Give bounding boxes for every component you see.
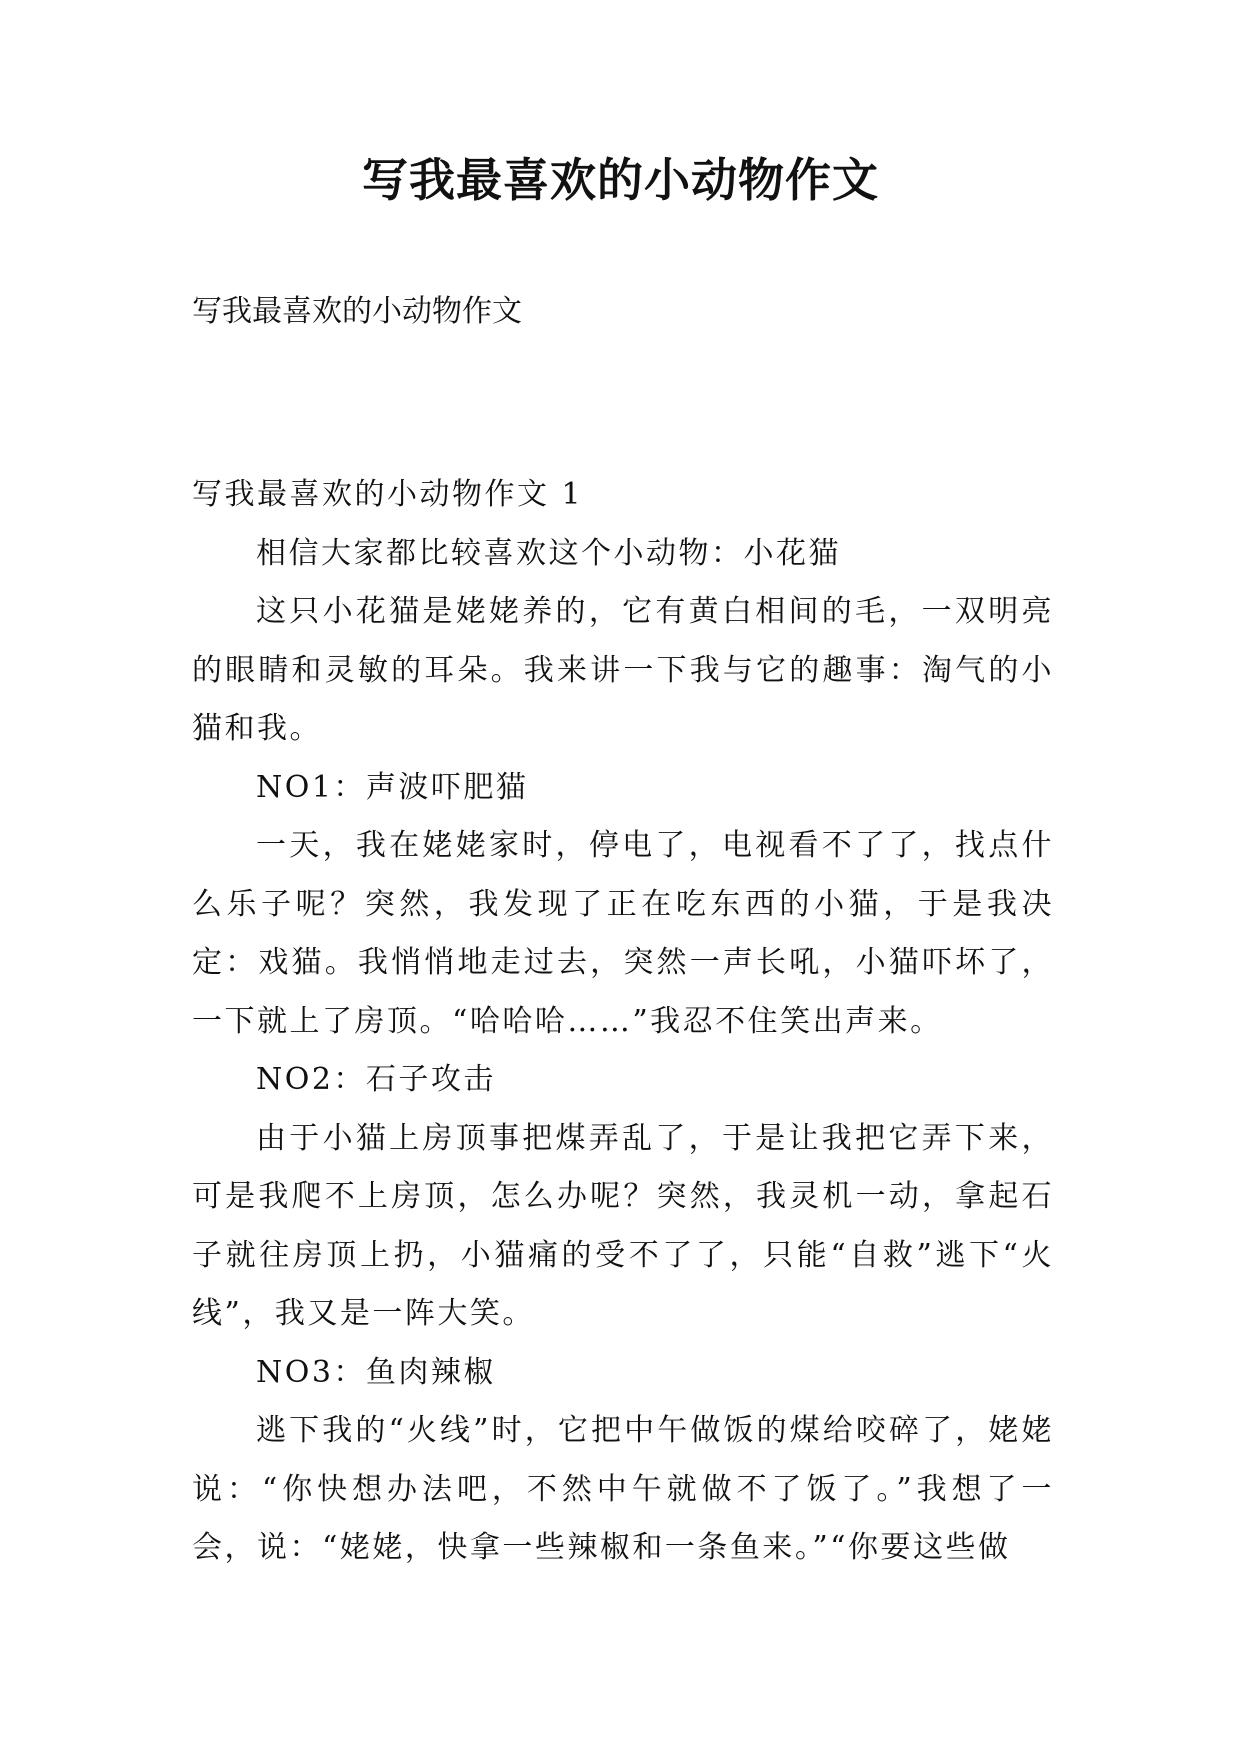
paragraph: 相信大家都比较喜欢这个小动物：小花猫 [256, 535, 841, 571]
section-heading: NO2：石子攻击 [256, 1062, 496, 1097]
paragraph: 一天，我在姥姥家时，停电了，电视看不了了，找点什么乐子呢？突然，我发现了正在吃东西的小猫，于是我决定：戏猫。我悄悄地走过去，突然一声长吼，小猫吓坏了，一下就上了房顶。“哈哈哈……”我忍不住笑出声来。 [192, 828, 1054, 1039]
document-title: 写我最喜欢的小动物作文 [362, 153, 879, 207]
section-heading: NO3：鱼肉辣椒 [256, 1354, 496, 1390]
paragraph: 这只小花猫是姥姥养的，它有黄白相间的毛，一双明亮的眼睛和灵敏的耳朵。我来讲一下我与它的趣事：淘气的小猫和我。 [192, 594, 1054, 746]
paragraph: 逃下我的“火线”时，它把中午做饭的煤给咬碎了，姥姥说：“你快想办法吧，不然中午就做不了饭了。”我想了一会，说：“姥姥，快拿一些辣椒和一条鱼来。”“你要这些做 [192, 1413, 1054, 1565]
document-body [192, 466, 1054, 1578]
section-heading: NO1：声波吓肥猫 [256, 769, 529, 805]
document-subtitle: 写我最喜欢的小动物作文 [192, 294, 522, 329]
paragraph: 由于小猫上房顶事把煤弄乱了，于是让我把它弄下来，可是我爬不上房顶，怎么办呢？突然，我灵机一动，拿起石子就往房顶上扔，小猫痛的受不了了，只能“自救”逃下“火线”，我又是一阵大笑。 [192, 1120, 1054, 1331]
essay-heading: 写我最喜欢的小动物作文 1 [192, 477, 584, 512]
